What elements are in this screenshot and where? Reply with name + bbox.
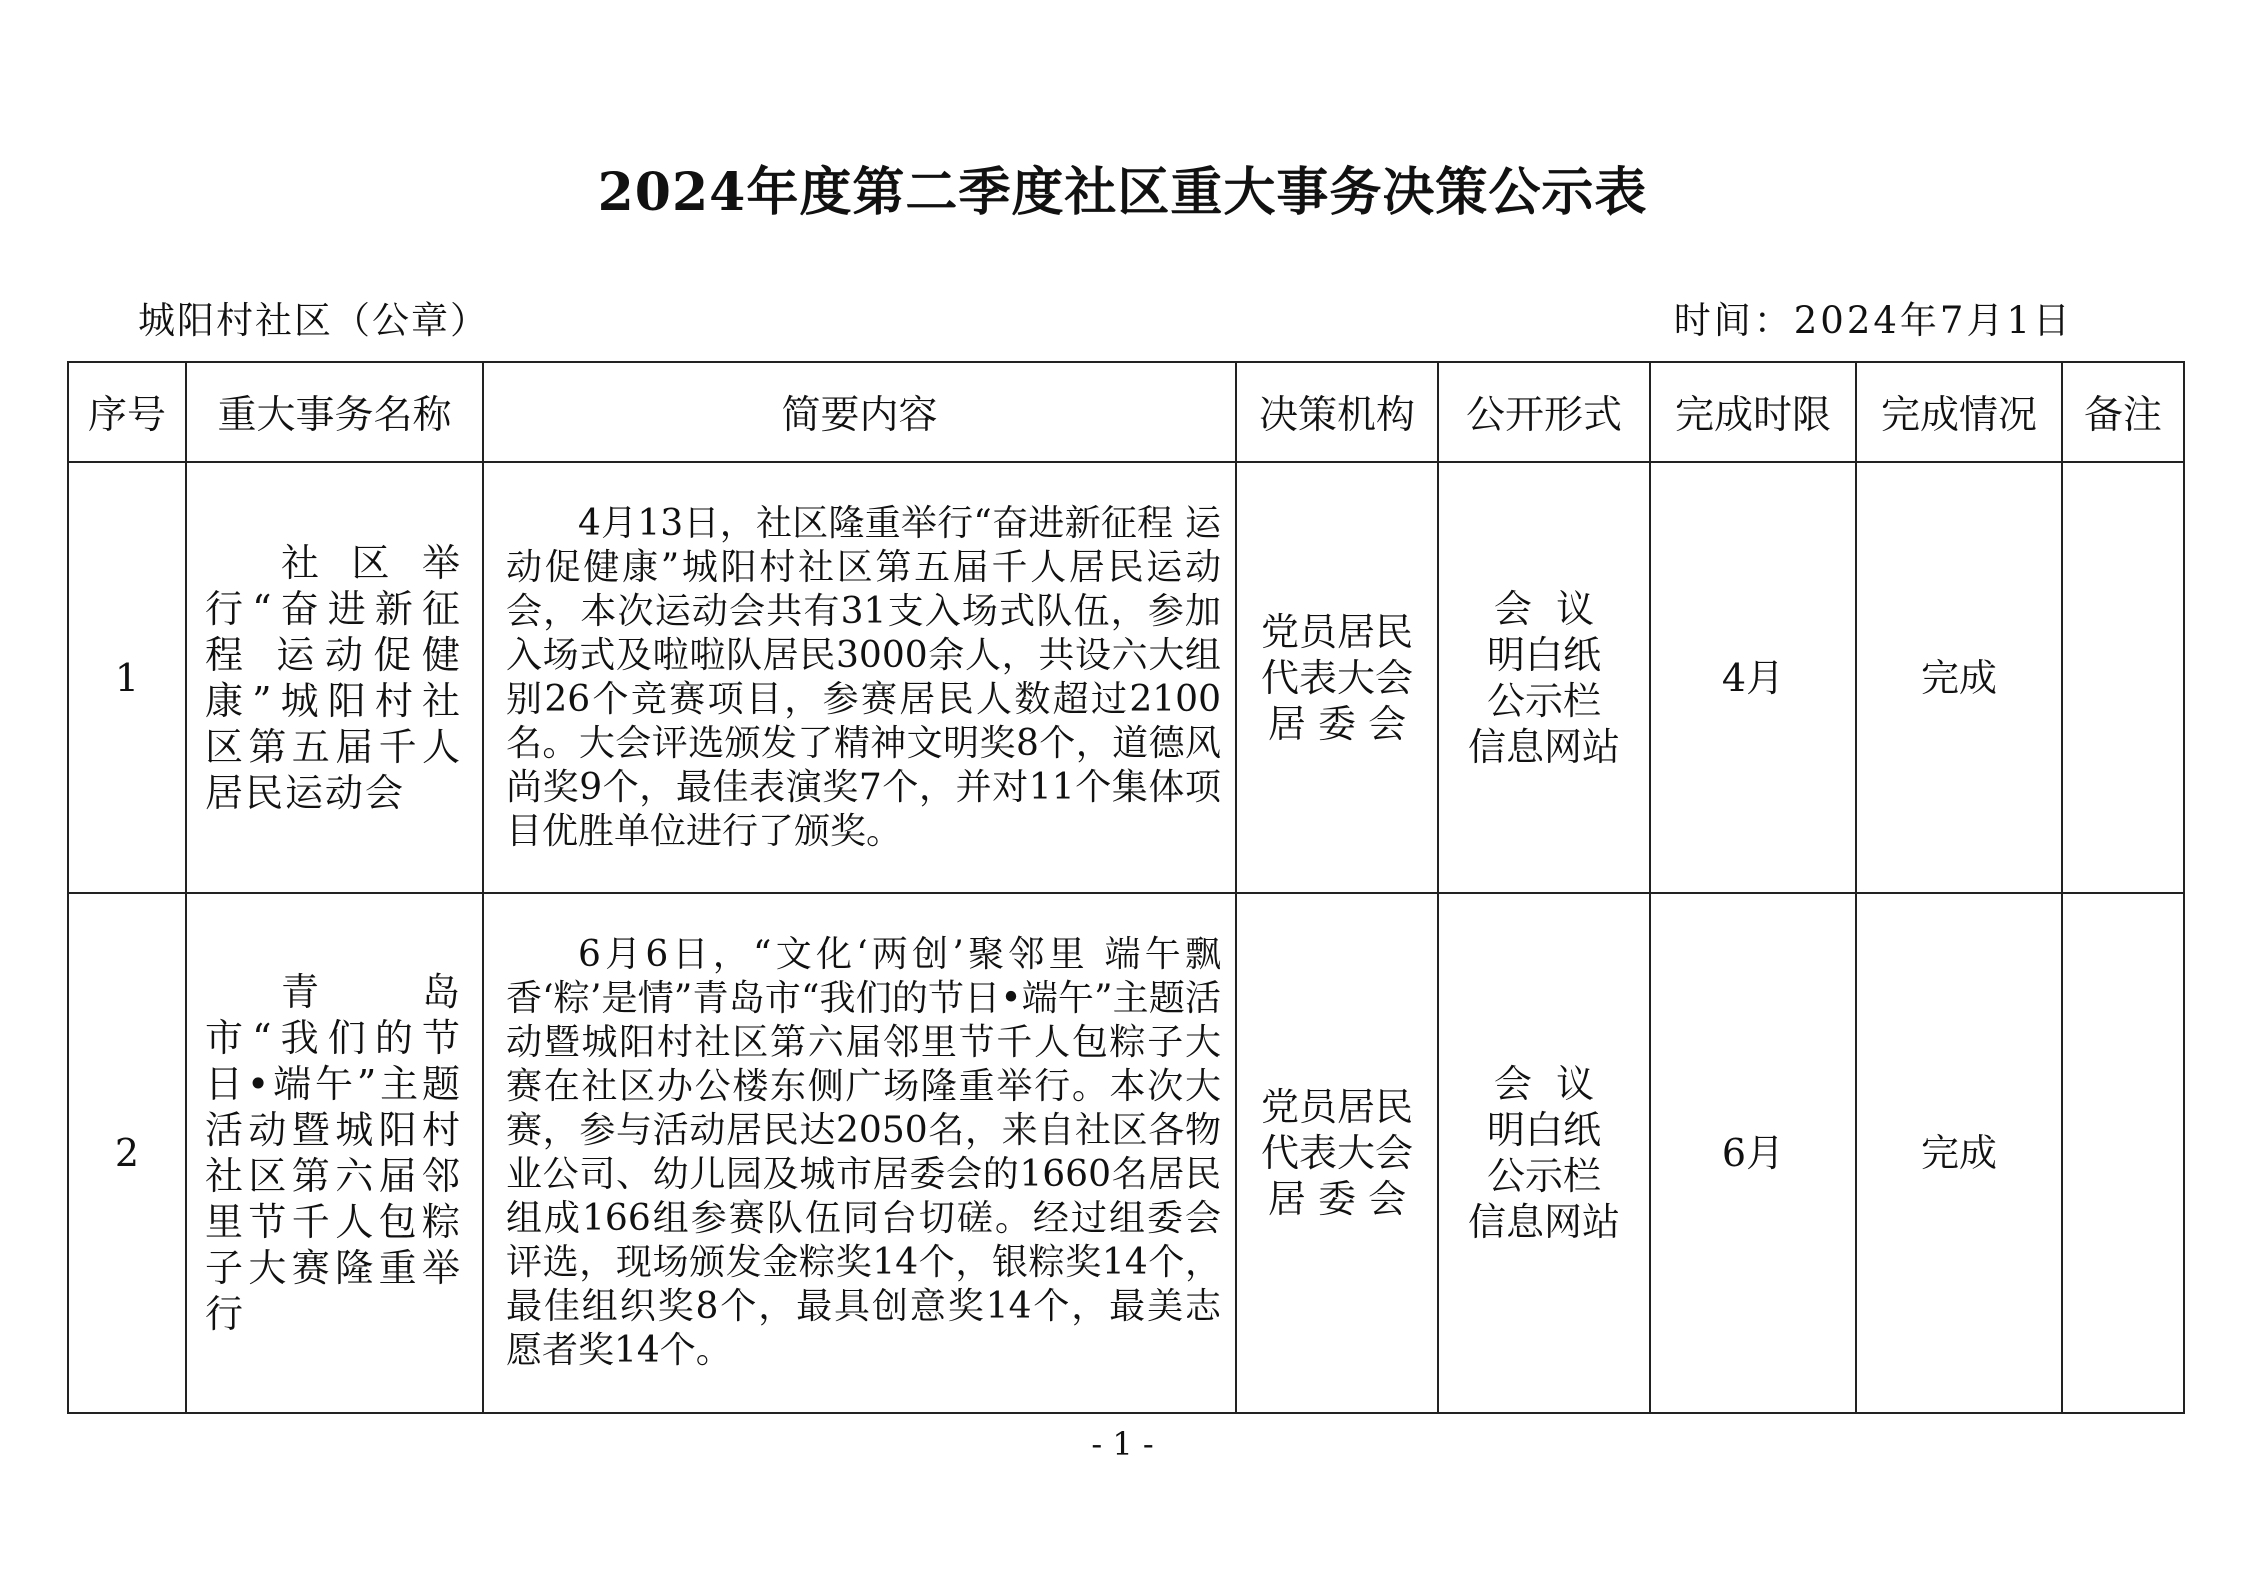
- disclosure-form-line: 信息网站: [1467, 1200, 1620, 1244]
- remark: [2062, 893, 2184, 1413]
- matter-content: 4月13日，社区隆重举行“奋进新征程 运动促健康”城阳村社区第五届千人居民运动会，本次运动会共有31支入场式队伍，参加入场式及啦啦队居民3000余人，共设六大组别26个竞赛项目，参赛居民人数超过2100名。大会评选颁发了精神文明奖8个，道德风尚奖9个，最佳表演奖7个，并对11个集体项目优胜单位进行了颁奖。: [483, 462, 1236, 893]
- decision-body-line: 党员居民: [1260, 609, 1413, 654]
- completion-status: 完成: [1856, 893, 2062, 1413]
- disclosure-form-line: 会 议: [1493, 586, 1595, 631]
- document-title: 2024年度第二季度社区重大事务决策公示表: [597, 162, 1648, 223]
- disclosure-form-line: 明白纸: [1486, 632, 1601, 677]
- table-header-row: [68, 362, 2184, 462]
- decision-body-line: 居 委 会: [1267, 701, 1407, 746]
- matter-content: 6月6日，“文化‘两创’聚邻里 端午飘香‘粽’是情”青岛市“我们的节日•端午”主题活动暨城阳村社区第六届邻里节千人包粽子大赛在社区办公楼东侧广场隆重举行。本次大赛，参与活动居民达2050名，来自社区各物业公司、幼儿园及城市居委会的1660名居民组成166组参赛队伍同台切磋。经过组委会评选，现场颁发金粽奖14个，银粽奖14个，最佳组织奖8个，最具创意奖14个，最美志愿者奖14个。: [483, 893, 1236, 1413]
- decision-body-line: 代表大会: [1260, 655, 1413, 700]
- disclosure-form-line: 信息网站: [1467, 724, 1620, 769]
- disclosure-forms: [1438, 462, 1650, 893]
- decision-body-line: 居 委 会: [1267, 1177, 1407, 1221]
- decision-body-line: 党员居民: [1260, 1085, 1413, 1129]
- table-row: [68, 893, 2184, 1413]
- header-content: 简要内容: [483, 362, 1236, 462]
- deadline: 6月: [1650, 893, 1856, 1413]
- decision-body-line: 代表大会: [1260, 1131, 1413, 1175]
- matter-name: 社区举行“奋进新征程 运动促健康”城阳村社区第五届千人居民运动会: [186, 462, 483, 893]
- table-row: [68, 462, 2184, 893]
- row-number: 1: [68, 462, 186, 893]
- decision-table: [67, 361, 2185, 1414]
- disclosure-form-line: 公示栏: [1486, 678, 1601, 723]
- remark: [2062, 462, 2184, 893]
- header-remark: 备注: [2062, 362, 2184, 462]
- header-forms: 公开形式: [1438, 362, 1650, 462]
- disclosure-form-line: 会 议: [1493, 1062, 1595, 1106]
- disclosure-form-line: 明白纸: [1486, 1108, 1601, 1152]
- page-number: - 1 -: [1091, 1425, 1154, 1463]
- disclosure-form-line: 公示栏: [1486, 1154, 1601, 1198]
- organization-label: 城阳村社区（公章）: [138, 299, 489, 342]
- disclosure-forms: [1438, 893, 1650, 1413]
- deadline: 4月: [1650, 462, 1856, 893]
- decision-body: [1236, 893, 1438, 1413]
- header-no: 序号: [68, 362, 186, 462]
- header-body: 决策机构: [1236, 362, 1438, 462]
- document-date: 时间：2024年7月1日: [1673, 299, 2073, 342]
- decision-body: [1236, 462, 1438, 893]
- header-name: 重大事务名称: [186, 362, 483, 462]
- matter-name: 青岛市“我们的节日•端午”主题活动暨城阳村社区第六届邻里节千人包粽子大赛隆重举行: [186, 893, 483, 1413]
- completion-status: 完成: [1856, 462, 2062, 893]
- header-status: 完成情况: [1856, 362, 2062, 462]
- row-number: 2: [68, 893, 186, 1413]
- header-deadline: 完成时限: [1650, 362, 1856, 462]
